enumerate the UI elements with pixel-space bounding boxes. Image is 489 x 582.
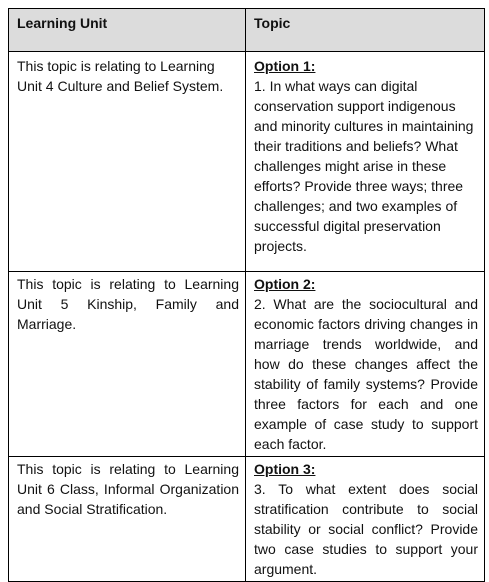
option-label: Option 2:: [254, 276, 316, 292]
learning-unit-cell: [9, 52, 246, 272]
learning-unit-text: This topic is relating to Learning Unit 4 Culture and Belief System.: [17, 58, 224, 94]
learning-unit-text: This topic is relating to Learning Unit 6 Class, Informal Organization and Social Stratification.: [17, 461, 239, 517]
header-learning-unit: Learning Unit: [9, 9, 246, 52]
option-label: Option 3:: [254, 461, 316, 477]
topic-cell: [246, 272, 485, 457]
topic-question: 2. What are the sociocultural and economic factors driving changes in marriage trends worldwide, and how do these changes affect the stability of family systems? Provide three factors for each and one example of case study to support each factor.: [254, 296, 478, 452]
option-label: Option 1:: [254, 58, 316, 74]
topic-question: 3. To what extent does social stratification contribute to social stability or social conflict? Provide two case studies to support your argument.: [254, 481, 478, 577]
learning-unit-text: This topic is relating to Learning Unit 5 Kinship, Family and Marriage.: [17, 276, 239, 332]
learning-unit-cell: [9, 272, 246, 457]
table-header-row: [9, 9, 485, 52]
topic-cell: [246, 457, 485, 582]
learning-unit-cell: [9, 457, 246, 582]
table-row: [9, 272, 485, 457]
header-topic: Topic: [246, 9, 485, 52]
topic-cell: [246, 52, 485, 272]
topic-question: 1. In what ways can digital conservation support indigenous and minority cultures in maintaining their traditions and beliefs? What challenges might arise in these efforts? Provide three ways; three challenges; and two examples of successful digital preservation projects.: [254, 78, 474, 254]
learning-unit-table: [8, 8, 485, 582]
table-row: [9, 52, 485, 272]
table-row: [9, 457, 485, 582]
